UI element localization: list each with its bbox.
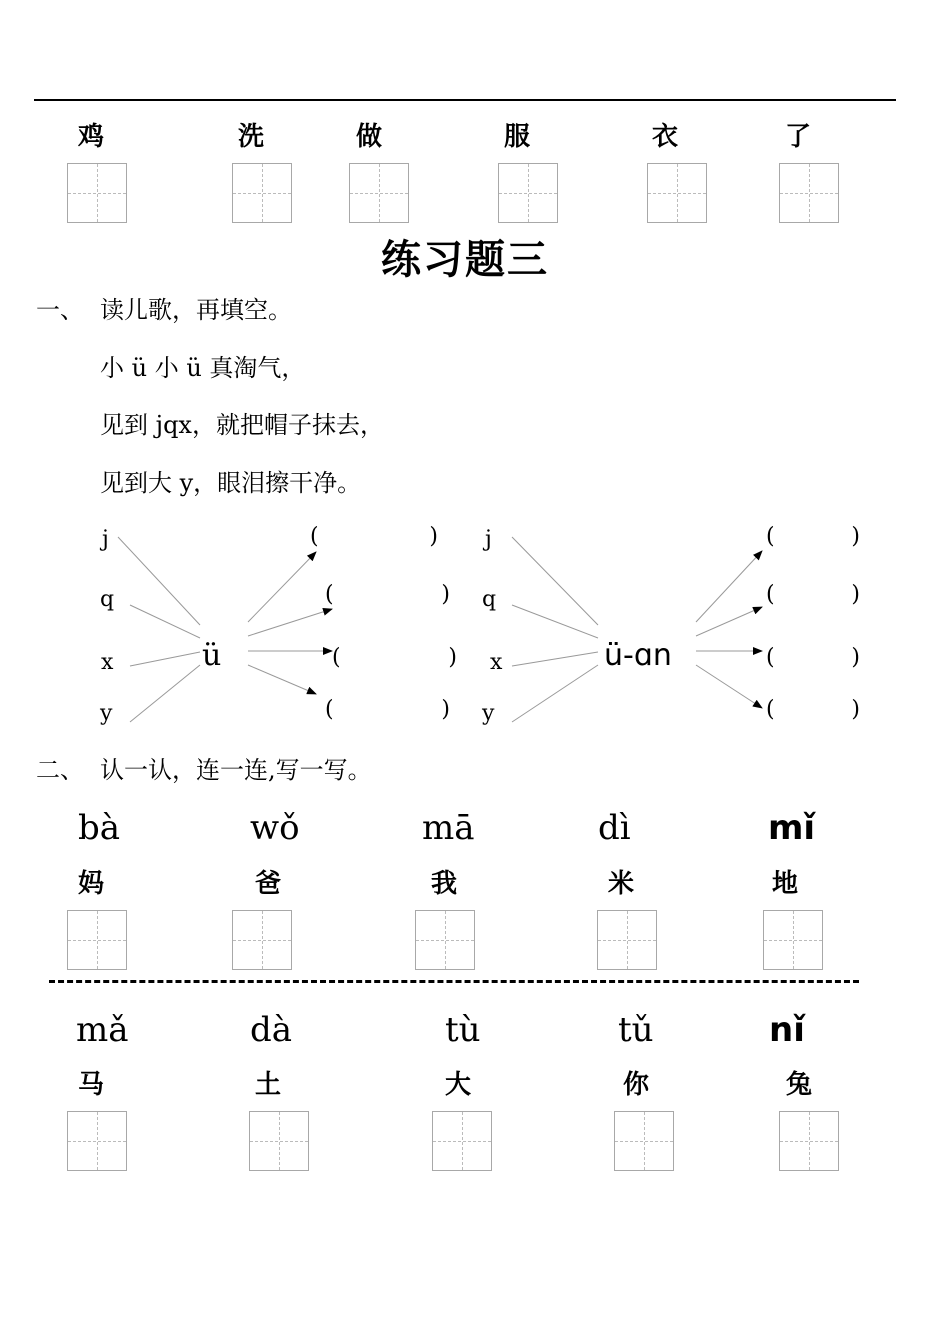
page-title: 练习题三: [381, 237, 549, 283]
writing-box[interactable]: [67, 1111, 127, 1171]
writing-box[interactable]: [647, 163, 707, 223]
pinyin-label: dà: [250, 1010, 293, 1050]
open-paren: (: [766, 645, 775, 670]
match-char[interactable]: 米: [608, 869, 635, 899]
writing-box[interactable]: [614, 1111, 674, 1171]
pinyin-label: mǐ: [768, 808, 816, 848]
match-char[interactable]: 你: [623, 1070, 650, 1100]
writing-box[interactable]: [498, 163, 558, 223]
open-paren: (: [325, 582, 334, 607]
open-paren: (: [310, 524, 319, 549]
center-final: ü-ɑn: [604, 638, 672, 673]
answer-blank[interactable]: [310, 524, 438, 550]
answer-blank[interactable]: [325, 697, 450, 723]
pinyin-label: tǔ: [618, 1010, 654, 1050]
pinyin-label: mǎ: [76, 1010, 129, 1050]
answer-blank[interactable]: [325, 582, 450, 608]
pinyin-label: bà: [78, 808, 121, 848]
match-char[interactable]: 兔: [786, 1070, 813, 1100]
initial-label: q: [100, 587, 115, 612]
match-char[interactable]: 爸: [255, 869, 282, 899]
close-paren: ): [441, 697, 450, 722]
top-char: 洗: [238, 122, 265, 152]
answer-blank[interactable]: [766, 524, 860, 550]
dashed-divider: [49, 980, 859, 983]
initial-label: j: [102, 527, 109, 552]
close-paren: ): [851, 582, 860, 607]
pinyin-label: nǐ: [769, 1010, 805, 1050]
match-char[interactable]: 我: [431, 869, 458, 899]
writing-box[interactable]: [349, 163, 409, 223]
writing-box[interactable]: [597, 910, 657, 970]
match-char[interactable]: 马: [78, 1070, 105, 1100]
writing-box[interactable]: [232, 163, 292, 223]
section2-number: 二、: [36, 756, 84, 784]
poem-line: 见到大 y，眼泪擦干净。: [100, 469, 362, 497]
open-paren: (: [332, 645, 341, 670]
section1-instruction: 读儿歌，再填空。: [100, 296, 292, 324]
writing-box[interactable]: [415, 910, 475, 970]
close-paren: ): [851, 524, 860, 549]
writing-box[interactable]: [779, 1111, 839, 1171]
initial-label: q: [482, 587, 497, 612]
writing-box[interactable]: [432, 1111, 492, 1171]
top-char: 衣: [652, 122, 679, 152]
open-paren: (: [766, 582, 775, 607]
open-paren: (: [325, 697, 334, 722]
writing-box[interactable]: [249, 1111, 309, 1171]
writing-box[interactable]: [232, 910, 292, 970]
top-char: 了: [785, 122, 812, 152]
writing-box[interactable]: [67, 163, 127, 223]
open-paren: (: [766, 697, 775, 722]
top-char: 服: [504, 122, 531, 152]
initial-label: x: [101, 650, 114, 675]
match-char[interactable]: 妈: [78, 869, 105, 899]
pinyin-label: wǒ: [250, 808, 300, 848]
writing-box[interactable]: [763, 910, 823, 970]
writing-box[interactable]: [779, 163, 839, 223]
answer-blank[interactable]: [766, 697, 860, 723]
initial-label: y: [100, 701, 113, 726]
pinyin-label: mā: [422, 808, 475, 848]
match-char[interactable]: 地: [772, 869, 799, 899]
initial-label: y: [482, 701, 495, 726]
match-char[interactable]: 土: [255, 1070, 282, 1100]
answer-blank[interactable]: [766, 645, 860, 671]
pinyin-label: dì: [598, 808, 631, 848]
top-char: 鸡: [78, 122, 105, 152]
section2-instruction: 认一认，连一连,写一写。: [100, 756, 372, 784]
close-paren: ): [851, 697, 860, 722]
section1-number: 一、: [36, 296, 84, 324]
close-paren: ): [851, 645, 860, 670]
close-paren: ): [429, 524, 438, 549]
match-char[interactable]: 大: [445, 1070, 472, 1100]
answer-blank[interactable]: [332, 645, 457, 671]
poem-line: 小 ü 小 ü 真淘气，: [100, 354, 306, 382]
pinyin-label: tù: [445, 1010, 481, 1050]
top-char: 做: [356, 122, 383, 152]
close-paren: ): [448, 645, 457, 670]
poem-line: 见到 jqx，就把帽子抹去，: [100, 411, 384, 439]
answer-blank[interactable]: [766, 582, 860, 608]
close-paren: ): [441, 582, 450, 607]
open-paren: (: [766, 524, 775, 549]
initial-label: j: [485, 527, 492, 552]
writing-box[interactable]: [67, 910, 127, 970]
center-final: ü: [202, 638, 222, 673]
top-rule: [34, 99, 896, 101]
initial-label: x: [490, 650, 503, 675]
